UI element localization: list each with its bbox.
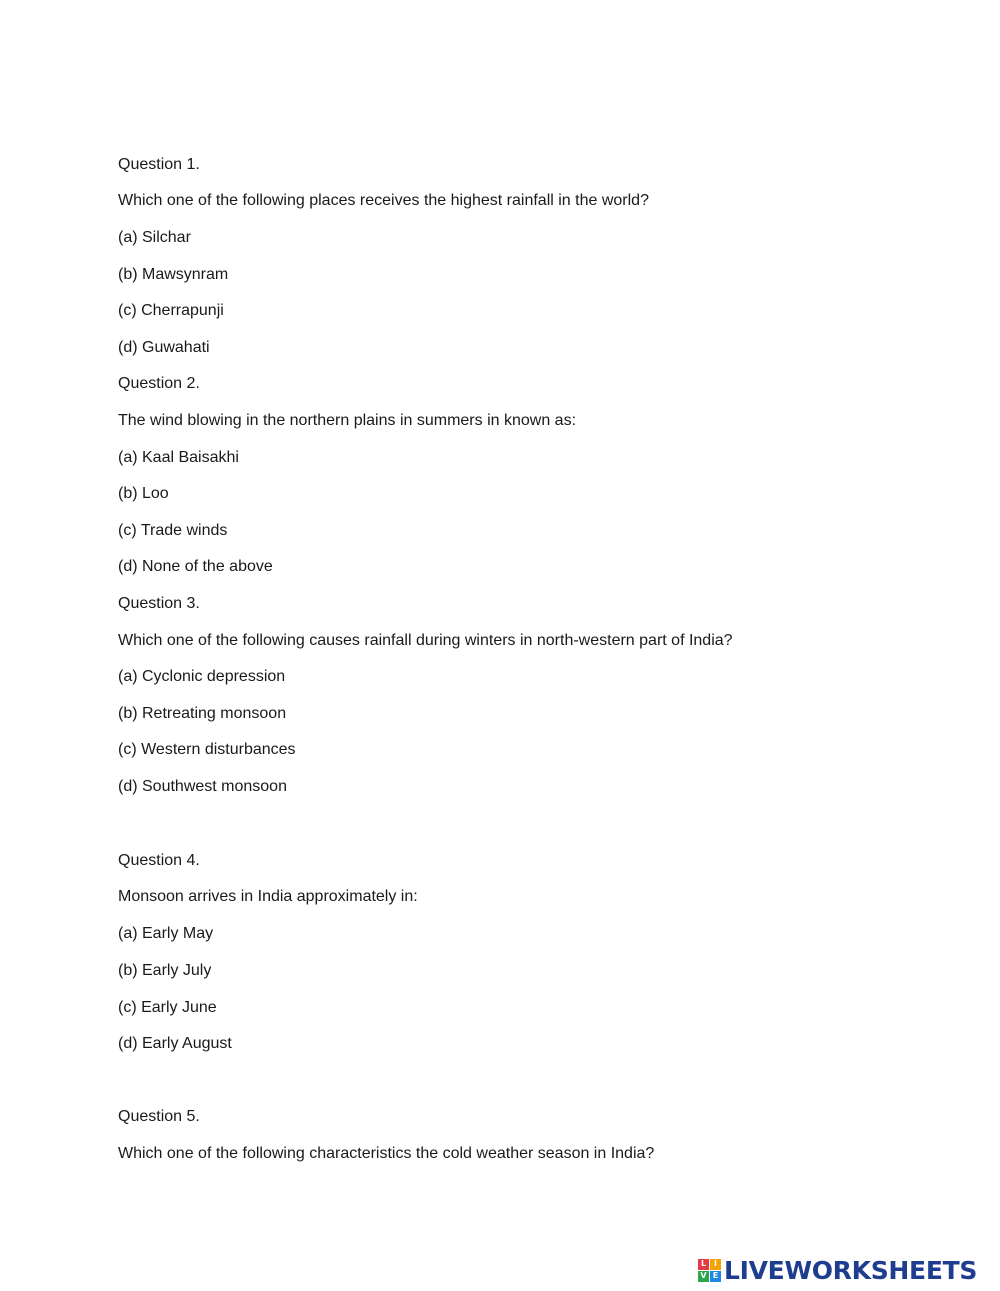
logo-tiles-icon xyxy=(698,1259,721,1282)
logo-tile-l: L xyxy=(698,1259,709,1270)
question-1-heading: Question 1. xyxy=(118,156,200,173)
question-2-heading: Question 2. xyxy=(118,375,200,392)
question-3-text: Which one of the following causes rainfall during winters in north-western part of India? xyxy=(118,632,733,649)
question-4-option-c: (c) Early June xyxy=(118,999,217,1016)
question-4-option-b: (b) Early July xyxy=(118,962,212,979)
question-2-text: The wind blowing in the northern plains in summers in known as: xyxy=(118,412,577,429)
logo-wordmark: LIVEWORKSHEETS xyxy=(724,1255,978,1285)
question-4-option-d: (d) Early August xyxy=(118,1035,232,1052)
question-1-option-c: (c) Cherrapunji xyxy=(118,302,224,319)
question-3-option-c: (c) Western disturbances xyxy=(118,741,296,758)
question-3-option-a: (a) Cyclonic depression xyxy=(118,668,286,685)
question-3-option-b: (b) Retreating monsoon xyxy=(118,705,287,722)
liveworksheets-logo[interactable] xyxy=(698,1256,977,1284)
question-5-heading: Question 5. xyxy=(118,1108,200,1125)
question-4-option-a: (a) Early May xyxy=(118,925,214,942)
question-2-option-c: (c) Trade winds xyxy=(118,522,228,539)
logo-tile-e: E xyxy=(710,1271,721,1282)
question-4-heading: Question 4. xyxy=(118,852,200,869)
question-1-option-a: (a) Silchar xyxy=(118,229,191,246)
question-2-option-a: (a) Kaal Baisakhi xyxy=(118,449,239,466)
question-2-option-d: (d) None of the above xyxy=(118,558,273,575)
question-1-text: Which one of the following places receives the highest rainfall in the world? xyxy=(118,192,649,209)
question-2-option-b: (b) Loo xyxy=(118,485,169,502)
question-1-option-b: (b) Mawsynram xyxy=(118,266,229,283)
question-3-heading: Question 3. xyxy=(118,595,200,612)
question-4-text: Monsoon arrives in India approximately in: xyxy=(118,888,418,905)
logo-tile-i: I xyxy=(710,1259,721,1270)
question-1-option-d: (d) Guwahati xyxy=(118,339,210,356)
question-5-text: Which one of the following characteristics the cold weather season in India? xyxy=(118,1145,655,1162)
logo-tile-v: V xyxy=(698,1271,709,1282)
question-3-option-d: (d) Southwest monsoon xyxy=(118,778,287,795)
